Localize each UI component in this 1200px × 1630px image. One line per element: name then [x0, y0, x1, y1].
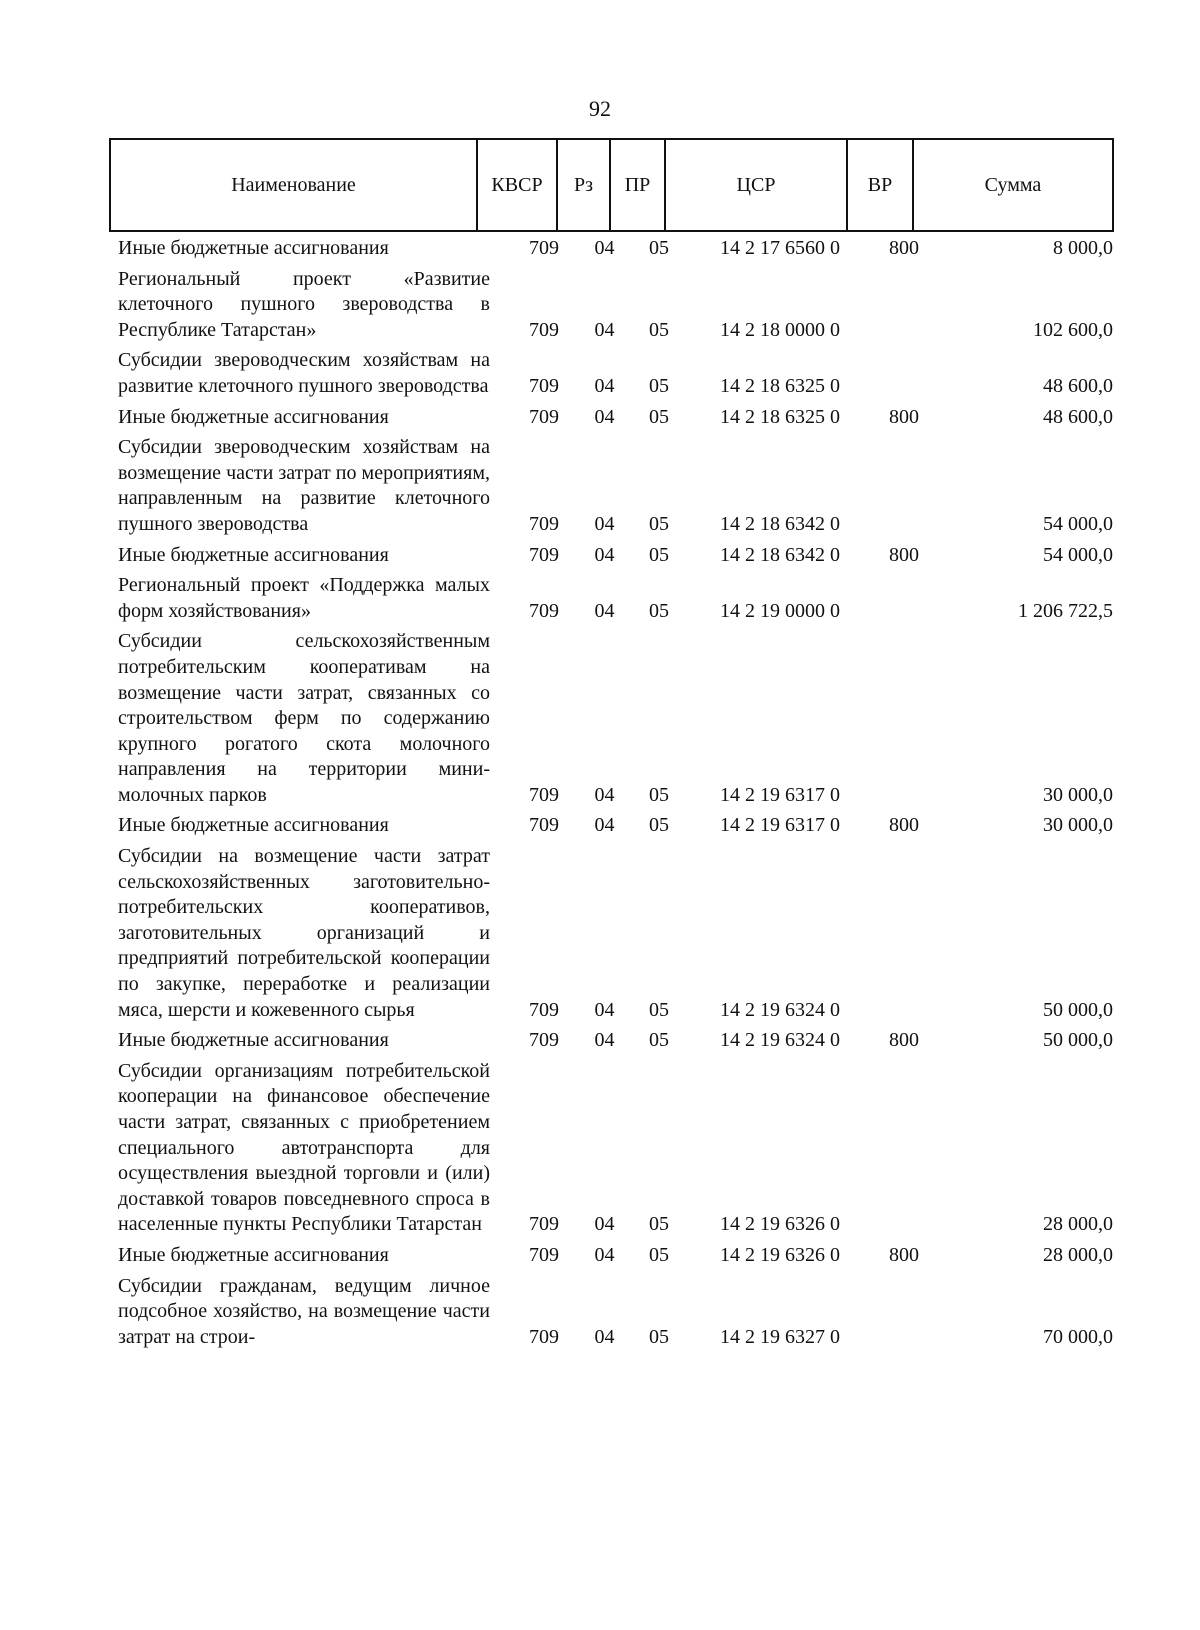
cell-csr: 14 2 18 6325 0	[720, 405, 840, 428]
table-row	[118, 236, 1113, 262]
table-row	[118, 348, 1113, 399]
cell-vr: 800	[889, 405, 919, 428]
cell-vr: 800	[889, 814, 919, 837]
cell-sum: 28 000,0	[1043, 1243, 1113, 1266]
cell-pr: 05	[649, 512, 669, 535]
cell-name: Иные бюджетные ассигнования	[118, 543, 389, 566]
cell-sum: 1 206 722,5	[1018, 599, 1113, 622]
cell-csr: 14 2 18 6342 0	[720, 543, 840, 566]
table-row	[118, 573, 1113, 624]
cell-name: Субсидии организациям потребительской кооперации на финансовое обеспечение части затрат, связанных с приобретением специального автотранспорта для осуществления выездной торговли и (или) доставкой товаров повседневного спроса в населенные пункты Республики Татарстан	[118, 1059, 490, 1236]
cell-kvsr: 709	[529, 783, 559, 806]
cell-kvsr: 709	[529, 512, 559, 535]
header-name: Наименование	[110, 139, 477, 231]
cell-name: Региональный проект «Развитие клеточного пушного звероводства в Республике Татарстан»	[118, 267, 490, 341]
cell-name: Иные бюджетные ассигнования	[118, 814, 389, 837]
cell-rz: 04	[594, 998, 615, 1021]
cell-kvsr: 709	[529, 998, 559, 1021]
cell-kvsr: 709	[529, 1029, 559, 1052]
table-row	[118, 267, 1113, 344]
header-rz: Рз	[557, 139, 610, 231]
cell-kvsr: 709	[529, 1325, 559, 1348]
cell-csr: 14 2 19 6326 0	[720, 1213, 840, 1236]
cell-sum: 50 000,0	[1043, 1029, 1113, 1052]
cell-name: Иные бюджетные ассигнования	[118, 405, 389, 428]
cell-name: Иные бюджетные ассигнования	[118, 237, 389, 259]
cell-csr: 14 2 19 6327 0	[720, 1325, 840, 1348]
cell-rz: 04	[594, 543, 615, 566]
table-row	[118, 1274, 1113, 1351]
cell-pr: 05	[649, 783, 669, 806]
cell-rz: 04	[594, 1213, 615, 1236]
table-row	[118, 844, 1113, 1023]
header-kvsr: КВСР	[477, 139, 557, 231]
cell-csr: 14 2 17 6560 0	[720, 237, 840, 259]
table-row	[118, 629, 1113, 808]
table-row	[118, 405, 1113, 431]
cell-rz: 04	[594, 1325, 615, 1348]
cell-name: Субсидии звероводческим хозяйствам на возмещение части затрат по мероприятиям, направленным на развитие клеточного пушного звероводства	[118, 436, 490, 535]
cell-rz: 04	[594, 599, 615, 622]
cell-pr: 05	[649, 1213, 669, 1236]
cell-csr: 14 2 19 6324 0	[720, 1029, 840, 1052]
cell-name: Субсидии сельскохозяйственным потребительским кооперативам на возмещение части затрат, связанных со строительством ферм по содержанию крупного рогатого скота молочного направления на территории мини-молочных парков	[118, 630, 490, 806]
cell-kvsr: 709	[529, 405, 559, 428]
cell-sum: 70 000,0	[1043, 1325, 1113, 1348]
cell-sum: 50 000,0	[1043, 998, 1113, 1021]
cell-kvsr: 709	[529, 543, 559, 566]
cell-csr: 14 2 19 6317 0	[720, 814, 840, 837]
cell-name: Субсидии гражданам, ведущим личное подсобное хозяйство, на возмещение части затрат на строи-	[118, 1274, 490, 1348]
table-row	[118, 813, 1113, 839]
cell-sum: 102 600,0	[1033, 318, 1113, 341]
cell-kvsr: 709	[529, 814, 559, 837]
cell-rz: 04	[594, 814, 615, 837]
cell-csr: 14 2 18 6342 0	[720, 512, 840, 535]
cell-rz: 04	[594, 783, 615, 806]
cell-csr: 14 2 19 6317 0	[720, 783, 840, 806]
cell-sum: 48 600,0	[1043, 405, 1113, 428]
cell-sum: 30 000,0	[1043, 814, 1113, 837]
cell-name: Региональный проект «Поддержка малых форм хозяйствования»	[118, 574, 490, 622]
cell-sum: 54 000,0	[1043, 543, 1113, 566]
cell-pr: 05	[649, 998, 669, 1021]
table-row	[118, 435, 1113, 537]
cell-name: Субсидии на возмещение части затрат сельскохозяйственных заготовительно-потребительских кооперативов, заготовительных организаций и предприятий потребительской кооперации по закупке, переработке и реализации мяса, шерсти и кожевенного сырья	[118, 845, 490, 1021]
cell-sum: 28 000,0	[1043, 1213, 1113, 1236]
cell-pr: 05	[649, 237, 669, 259]
table-header	[109, 138, 1114, 232]
cell-csr: 14 2 18 0000 0	[720, 318, 840, 341]
cell-name: Иные бюджетные ассигнования	[118, 1243, 389, 1266]
cell-pr: 05	[649, 374, 669, 397]
cell-rz: 04	[594, 374, 615, 397]
cell-pr: 05	[649, 814, 669, 837]
cell-vr: 800	[889, 1243, 919, 1266]
cell-sum: 8 000,0	[1053, 237, 1113, 259]
cell-vr: 800	[889, 543, 919, 566]
cell-name: Субсидии звероводческим хозяйствам на развитие клеточного пушного звероводства	[118, 349, 490, 397]
cell-pr: 05	[649, 1029, 669, 1052]
cell-pr: 05	[649, 405, 669, 428]
cell-sum: 48 600,0	[1043, 374, 1113, 397]
header-pr: ПР	[610, 139, 665, 231]
cell-kvsr: 709	[529, 1243, 559, 1266]
cell-sum: 30 000,0	[1043, 783, 1113, 806]
cell-sum: 54 000,0	[1043, 512, 1113, 535]
cell-kvsr: 709	[529, 599, 559, 622]
cell-kvsr: 709	[529, 318, 559, 341]
cell-pr: 05	[649, 1243, 669, 1266]
cell-kvsr: 709	[529, 237, 559, 259]
cell-rz: 04	[594, 512, 615, 535]
table-body	[118, 236, 1113, 1355]
table-row	[118, 1243, 1113, 1269]
cell-name: Иные бюджетные ассигнования	[118, 1029, 389, 1052]
cell-rz: 04	[594, 405, 615, 428]
cell-vr: 800	[889, 237, 919, 259]
header-vr: ВР	[847, 139, 913, 231]
cell-pr: 05	[649, 318, 669, 341]
cell-rz: 04	[594, 1029, 615, 1052]
cell-rz: 04	[594, 237, 615, 259]
cell-pr: 05	[649, 1325, 669, 1348]
cell-csr: 14 2 19 6324 0	[720, 998, 840, 1021]
header-sum: Сумма	[913, 139, 1113, 231]
cell-kvsr: 709	[529, 1213, 559, 1236]
cell-pr: 05	[649, 599, 669, 622]
cell-kvsr: 709	[529, 374, 559, 397]
cell-csr: 14 2 19 0000 0	[720, 599, 840, 622]
table-row	[118, 1059, 1113, 1238]
table-row	[118, 543, 1113, 569]
header-csr: ЦСР	[665, 139, 847, 231]
cell-csr: 14 2 19 6326 0	[720, 1243, 840, 1266]
cell-csr: 14 2 18 6325 0	[720, 374, 840, 397]
cell-rz: 04	[594, 318, 615, 341]
cell-rz: 04	[594, 1243, 615, 1266]
table-row	[118, 1028, 1113, 1054]
cell-pr: 05	[649, 543, 669, 566]
page-number: 92	[589, 96, 611, 121]
cell-vr: 800	[889, 1029, 919, 1052]
